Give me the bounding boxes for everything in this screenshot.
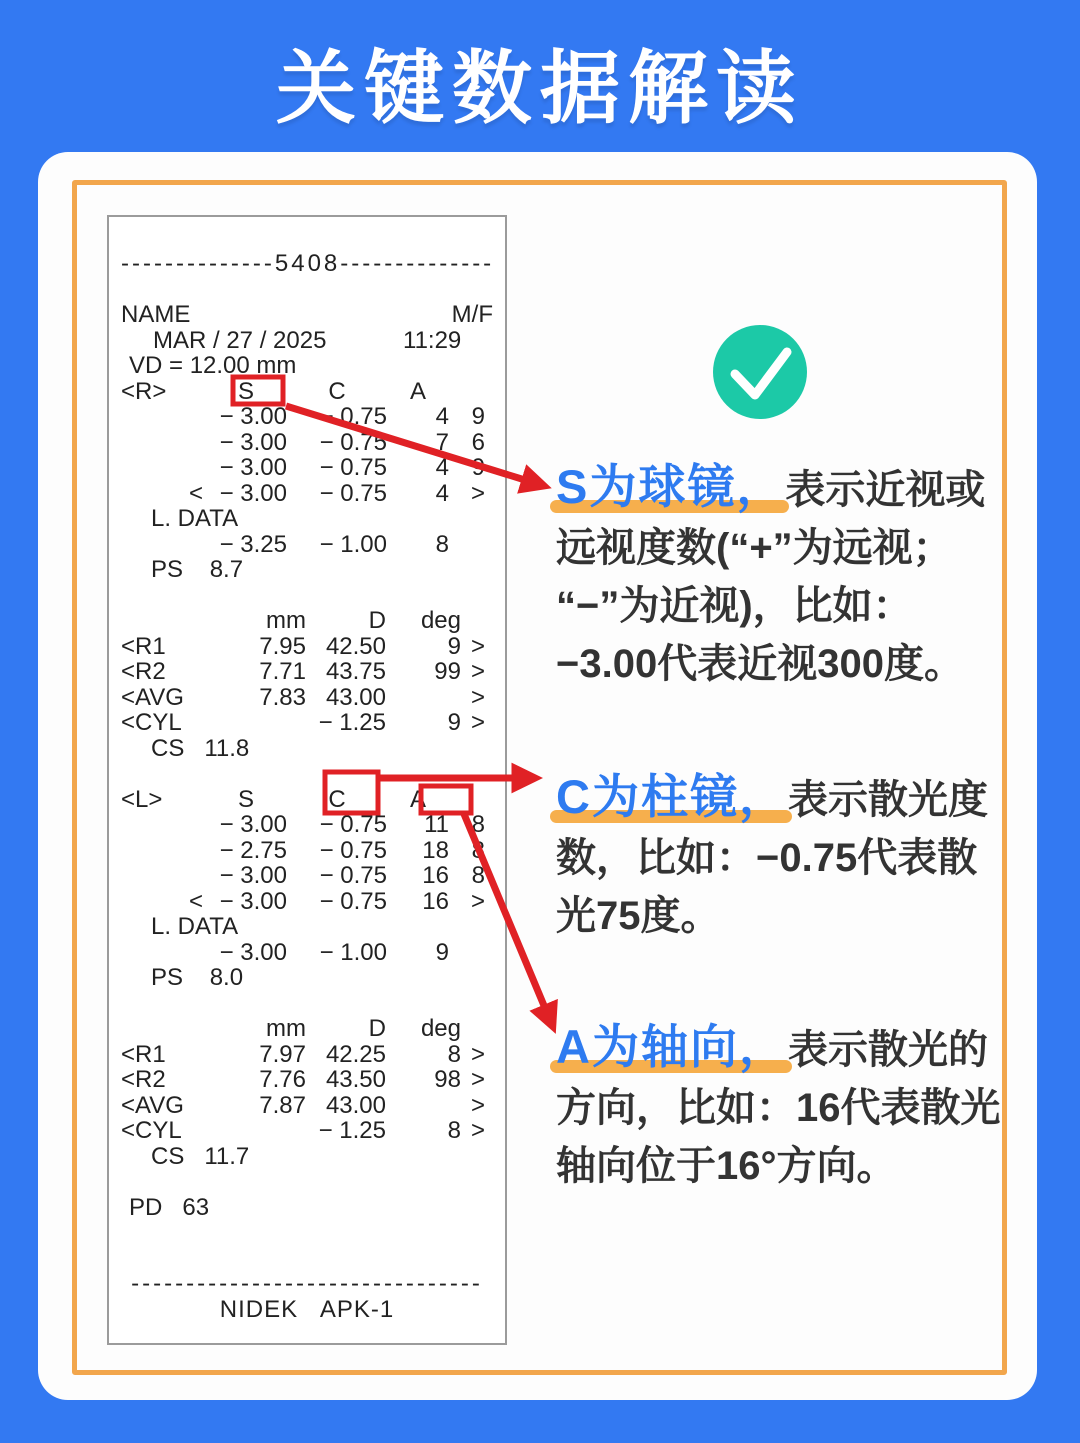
cell: 99	[434, 658, 461, 685]
cell: <R2	[121, 1066, 166, 1093]
receipt-line: CS 11.7	[151, 1142, 250, 1170]
cell: 9	[447, 709, 461, 736]
cell: − 0.75	[319, 836, 387, 864]
receipt-data-row	[121, 455, 493, 481]
cell: − 0.75	[319, 428, 387, 456]
receipt-header-row	[121, 1016, 493, 1042]
cell: 7.87	[259, 1091, 306, 1119]
cell: 8	[447, 1040, 461, 1068]
cell: − 3.00	[219, 479, 287, 507]
cell: 9	[447, 632, 461, 660]
cell: A	[409, 785, 426, 813]
a-note	[556, 1018, 1016, 1195]
cell: C	[328, 785, 346, 813]
note-text: 表示散光的	[787, 1028, 988, 1072]
receipt-line: CS 11.8	[151, 734, 250, 762]
cell: 9	[471, 454, 485, 481]
note-line	[556, 1018, 1016, 1079]
cell	[121, 404, 205, 430]
cell: D	[368, 607, 386, 634]
cell: 7.95	[259, 632, 306, 660]
cell: − 3.00	[219, 403, 287, 430]
cell: 16	[422, 862, 449, 889]
cell: mm	[266, 607, 306, 634]
receipt-line: PS 8.0	[151, 964, 244, 991]
cell: 43.00	[325, 683, 386, 711]
cell: >	[470, 683, 485, 711]
cell: 43.00	[325, 1091, 386, 1119]
cell: − 1.25	[318, 1117, 386, 1144]
cell: 4	[435, 479, 449, 507]
cell: 43.50	[325, 1066, 386, 1093]
cell: 6	[471, 428, 485, 456]
note-text: 表示散光度	[787, 778, 988, 822]
cell: 8	[447, 1117, 461, 1144]
page-title: 关键数据解读	[276, 44, 804, 133]
cell: >	[470, 887, 485, 915]
note-line: 数，比如：−0.75代表散	[556, 836, 978, 880]
cell	[449, 379, 485, 405]
receipt-data-row	[121, 685, 493, 711]
receipt-data-row	[121, 481, 493, 507]
cell: <	[188, 479, 203, 507]
receipt-line: PD 63	[129, 1193, 210, 1221]
cell: 8	[471, 811, 485, 838]
cell: − 0.75	[319, 479, 387, 507]
cell: − 1.25	[318, 709, 386, 736]
cell: <R1	[121, 632, 166, 660]
cell	[386, 1093, 461, 1119]
cell: 7.76	[259, 1066, 306, 1093]
receipt-header-row	[121, 608, 493, 634]
note-line	[556, 458, 1016, 519]
receipt-line	[121, 277, 493, 303]
receipt-data-row	[121, 1118, 493, 1144]
receipt-line	[121, 302, 493, 328]
cell	[121, 812, 205, 838]
cell: − 1.00	[319, 530, 387, 558]
receipt-data-row	[121, 863, 493, 889]
cell	[121, 1016, 205, 1042]
cell	[449, 532, 485, 558]
cell: − 3.25	[219, 530, 287, 558]
cell: − 0.75	[319, 403, 387, 430]
cell: 18	[422, 836, 449, 864]
cell: − 0.75	[319, 454, 387, 481]
cell	[205, 710, 306, 736]
receipt-data-row	[121, 1067, 493, 1093]
cell: <R2	[121, 658, 166, 685]
cell	[121, 455, 205, 481]
cell: 98	[434, 1066, 461, 1093]
receipt-line	[121, 1220, 493, 1246]
c-note	[556, 768, 1016, 945]
cell: >	[470, 632, 485, 660]
cell: MAR / 27 / 2025	[153, 326, 327, 354]
receipt-line	[121, 761, 493, 787]
cell: 16	[422, 887, 449, 915]
cell	[121, 430, 205, 456]
receipt-data-row	[121, 838, 493, 864]
cell	[205, 1118, 306, 1144]
cell: >	[470, 1117, 485, 1144]
cell	[449, 940, 485, 966]
cell: deg	[420, 607, 461, 634]
cell: S	[237, 785, 254, 813]
cell: 7.83	[259, 683, 306, 711]
note-line: “−”为近视)，比如：	[556, 584, 913, 628]
receipt-line: NIDEK APK-1	[219, 1295, 395, 1323]
cell	[386, 685, 461, 711]
note-text: 表示近视或	[785, 468, 986, 512]
cell: 43.75	[325, 658, 386, 685]
cell: − 2.75	[219, 836, 287, 864]
cell	[121, 838, 205, 864]
receipt-data-row	[121, 812, 493, 838]
receipt-line	[121, 1169, 493, 1195]
cell: − 3.00	[219, 428, 287, 456]
cell: <L>	[121, 785, 163, 813]
cell: C	[328, 377, 346, 405]
cell: <	[188, 887, 203, 915]
cell: − 3.00	[219, 887, 287, 915]
cell: >	[470, 709, 485, 736]
receipt-data-row	[121, 1042, 493, 1068]
a-note-keyword: A为轴向，	[556, 1018, 788, 1076]
receipt-data-row	[121, 710, 493, 736]
cell	[121, 608, 205, 634]
cell: − 0.75	[319, 811, 387, 838]
cell: 8	[435, 530, 449, 558]
cell: <CYL	[121, 709, 182, 736]
receipt-data-row	[121, 659, 493, 685]
cell: mm	[266, 1015, 306, 1042]
note-line: 远视度数(“+”为远视；	[556, 526, 953, 570]
note-line	[556, 768, 1016, 829]
receipt-header-row	[121, 787, 493, 813]
receipt-data-row	[121, 940, 493, 966]
cell: 7.97	[259, 1040, 306, 1068]
cell: >	[470, 1066, 485, 1093]
cell: >	[470, 479, 485, 507]
receipt-data-row	[121, 634, 493, 660]
cell: − 3.00	[219, 862, 287, 889]
cell: − 3.00	[219, 811, 287, 838]
note-line: −3.00代表近视300度。	[556, 642, 964, 686]
cell: − 3.00	[219, 454, 287, 481]
cell	[121, 863, 205, 889]
note-line: 光75度。	[556, 894, 721, 938]
cell	[121, 532, 205, 558]
receipt-data-row	[121, 532, 493, 558]
receipt-line: L. DATA	[151, 913, 239, 940]
cell: 7	[435, 428, 449, 456]
cell: <R1	[121, 1040, 166, 1068]
cell: >	[470, 658, 485, 685]
cell: − 3.00	[219, 938, 287, 966]
note-line: 轴向位于16°方向。	[556, 1144, 897, 1188]
receipt-line	[121, 583, 493, 609]
cell	[121, 940, 205, 966]
s-note	[556, 458, 1016, 693]
receipt-line	[121, 1246, 493, 1272]
receipt-data-row	[121, 889, 493, 915]
cell: >	[470, 1091, 485, 1119]
cell: A	[409, 377, 426, 405]
cell: <CYL	[121, 1117, 182, 1144]
receipt-line: PS 8.7	[151, 556, 244, 583]
cell: 4	[435, 454, 449, 481]
cell	[461, 608, 485, 634]
cell: − 0.75	[319, 862, 387, 889]
c-note-keyword: C为柱镜，	[556, 768, 788, 826]
cell: NAME	[121, 301, 191, 328]
cell: 8	[471, 862, 485, 889]
autorefractor-printout	[107, 215, 507, 1345]
note-line: 方向，比如：16代表散光	[556, 1086, 1001, 1130]
cell: 11	[424, 811, 449, 838]
cell: − 1.00	[319, 938, 387, 966]
cell: 4	[435, 403, 449, 430]
cell: − 0.75	[319, 887, 387, 915]
cell: S	[237, 377, 254, 405]
cell	[461, 1016, 485, 1042]
cell: <R>	[121, 377, 167, 405]
receipt-line: L. DATA	[151, 505, 239, 532]
receipt-header-row	[121, 379, 493, 405]
cell: 42.25	[325, 1040, 386, 1068]
cell: 11:29	[403, 326, 462, 354]
cell: 9	[471, 403, 485, 430]
cell: 42.50	[325, 632, 386, 660]
cell: D	[368, 1015, 386, 1042]
cell: <AVG	[121, 683, 184, 711]
receipt-data-row	[121, 404, 493, 430]
receipt-line: VD = 12.00 mm	[129, 352, 297, 379]
cell: 7.71	[259, 658, 306, 685]
cell: >	[470, 1040, 485, 1068]
cell: M/F	[451, 301, 493, 328]
receipt-line	[121, 991, 493, 1017]
cell: <AVG	[121, 1091, 184, 1119]
cell	[449, 787, 485, 813]
receipt-line: --------------------------------	[131, 1270, 483, 1297]
receipt-line	[121, 328, 493, 354]
cell: 8	[471, 836, 485, 864]
s-note-keyword: S为球镜，	[556, 458, 785, 516]
receipt-line: --------------5408--------------	[121, 250, 495, 277]
receipt-data-row	[121, 1093, 493, 1119]
cell: 9	[435, 938, 449, 966]
cell: deg	[420, 1015, 461, 1042]
receipt-data-row	[121, 430, 493, 456]
